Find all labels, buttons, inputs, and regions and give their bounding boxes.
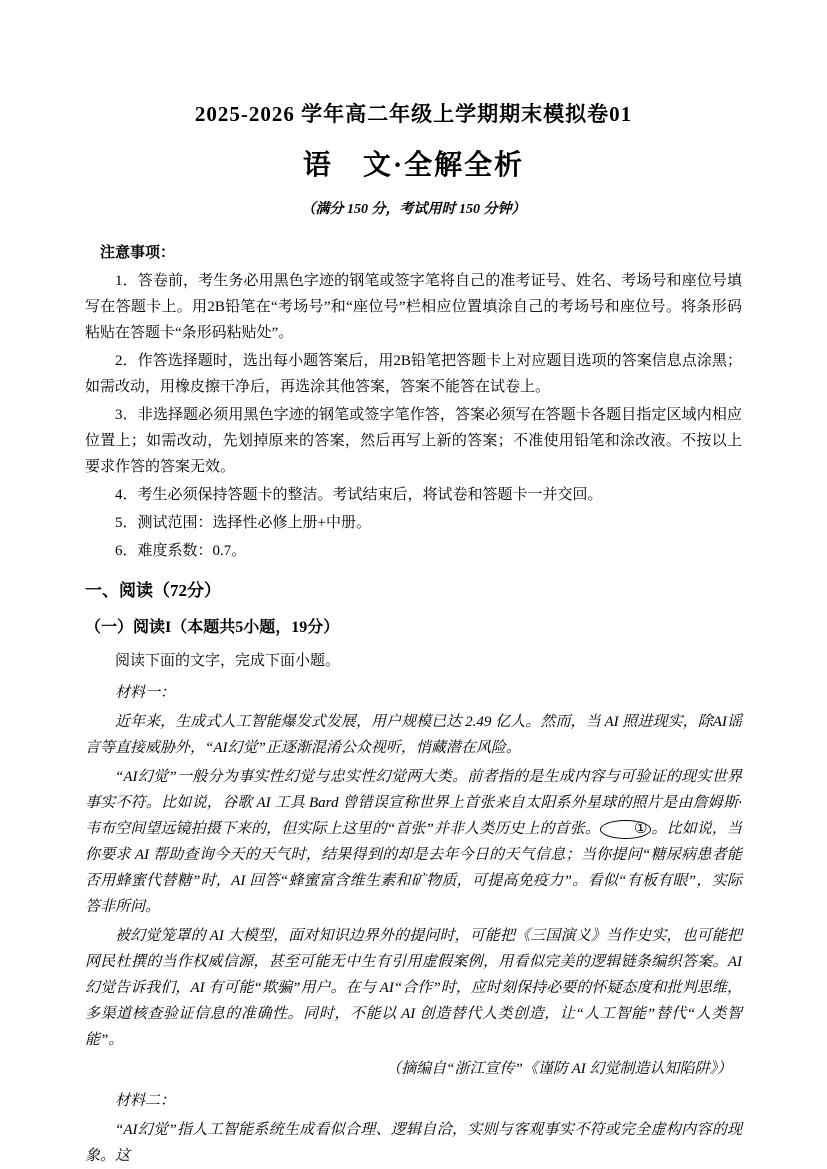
notice-item-4: 4．考生必须保持答题卡的整洁。考试结束后，将试卷和答题卡一并交回。 — [115, 487, 603, 503]
notice-item-5: 5．测试范围：选择性必修上册+中册。 — [115, 515, 371, 531]
material-two-label: 材料二： — [115, 1093, 176, 1109]
material-one-paragraph-2 — [85, 764, 742, 920]
notice-item-6: 6．难度系数：0.7。 — [115, 543, 247, 559]
material-one-source: （摘编自“浙江宣传”《谨防 AI 幻觉制造认知陷阱》） — [386, 1061, 732, 1077]
section-heading-reading: 一、阅读（72分） — [85, 581, 221, 600]
exam-title: 2025-2026 学年高二年级上学期期末模拟卷01 — [194, 102, 633, 126]
notice-item-1: 1．答卷前，考生务必用黑色字迹的钢笔或签字笔将自己的准考证号、姓名、考场号和座位号填写在答题卡上。用2B铅笔在“考场号”和“座位号”栏相应位置填涂自己的考场号和座位号。将条形码粘贴在答题卡“条形码粘贴处”。 — [85, 273, 742, 341]
notice-item-2: 2．作答选择题时，选出每小题答案后，用2B铅笔把答题卡上对应题目选项的答案信息点涂黑；如需改动，用橡皮擦干净后，再选涂其他答案，答案不能答在试卷上。 — [85, 353, 742, 395]
material-two-paragraph-1: “AI幻觉”指人工智能系统生成看似合理、逻辑自洽，实则与客观事实不符或完全虚构内容的现象。这 — [85, 1122, 742, 1164]
exam-meta: （满分 150 分，考试用时 150 分钟） — [301, 202, 526, 217]
material-one-label: 材料一： — [115, 685, 176, 701]
reading-intro: 阅读下面的文字，完成下面小题。 — [115, 653, 341, 669]
material-one-paragraph-3: 被幻觉笼罩的 AI 大模型，面对知识边界外的提问时，可能把《三国演义》当作史实，也可能把网民杜撰的当作权威信源，甚至可能无中生有引用虚假案例，用看似完美的逻辑链条编织答案。AI 幻觉告诉我们，AI 有可能“欺骗”用户。在与 AI“合作”时，应时刻保持必要的怀疑态度和批判思维，多渠道核查验证信息的准确性。同时，不能以 AI 创造替代人类创造，让“人工智能”替代“人类智能”。 — [85, 928, 742, 1048]
notice-item-3: 3．非选择题必须用黑色字迹的钢笔或签字笔作答，答案必须写在答题卡各题目指定区域内相应位置上；如需改动，先划掉原来的答案，然后再写上新的答案；不准使用铅笔和涂改液。不按以上要求作答的答案无效。 — [85, 407, 742, 475]
material-one-paragraph-2-text-after: 。比如说，当你要求 AI 帮助查询今天的天气时，结果得到的却是去年今日的天气信息；当你提问“糖尿病患者能否用蜂蜜代替糖”时，AI 回答“蜂蜜富含维生素和矿物质，可提高免疫力”。看似“有板有眼”，实际答非所问。 — [85, 821, 742, 915]
blank-marker-1: ① — [600, 820, 651, 839]
subsection-heading-reading-1: （一）阅读I（本题共5小题，19分） — [85, 619, 340, 636]
material-one-paragraph-2-text-before: “AI幻觉”一般分为事实性幻觉与忠实性幻觉两大类。前者指的是生成内容与可验证的现实世界事实不符。比如说，谷歌 AI 工具 Bard 曾错误宣称世界上首张来自太阳系外星球的照片是由詹姆斯·韦布空间望远镜拍摄下来的，但实际上这里的“首张”并非人类历史上的首张。 — [85, 769, 742, 837]
material-one-paragraph-1: 近年来，生成式人工智能爆发式发展，用户规模已达 2.49 亿人。然而，当 AI 照进现实，除AI谣言等直接威胁外，“AI幻觉”正逐渐混淆公众视听，悄藏潜在风险。 — [85, 714, 742, 756]
exam-subject: 语 文·全解全析 — [302, 150, 525, 181]
notice-heading: 注意事项： — [100, 245, 176, 261]
